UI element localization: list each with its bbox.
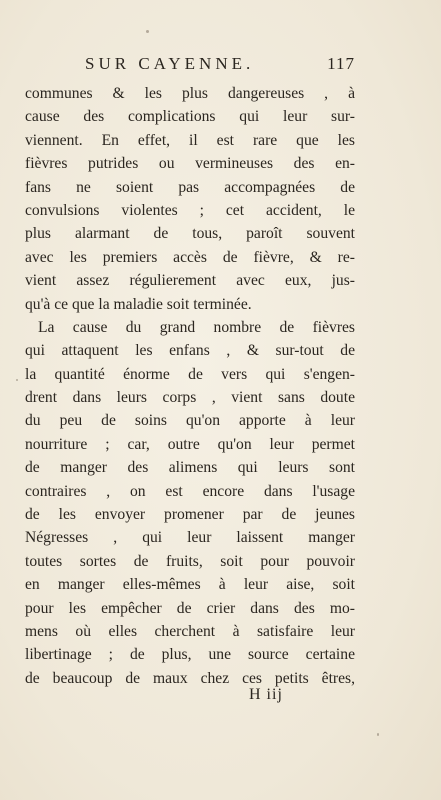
text-line: toutes sortes de fruits, soit pour pouvoir (25, 552, 355, 570)
page-number: 117 (327, 54, 355, 73)
text-line: avec les premiers accès de fièvre, & re- (25, 248, 355, 266)
body-text (25, 82, 355, 690)
text-line: du peu de soins qu'on apporte à leur (25, 412, 355, 430)
paragraph-2 (25, 316, 355, 690)
text-line: convulsions violentes ; cet accident, le (25, 201, 355, 219)
running-head: SUR CAYENNE. (85, 54, 255, 73)
text-line: viennent. En effet, il est rare que les (25, 131, 355, 149)
paragraph-1 (25, 82, 355, 316)
text-line: qu'à ce que la maladie soit terminée. (25, 295, 252, 313)
signature-mark: H iij (249, 686, 283, 703)
text-line: plus alarmant de tous, paroît souvent (25, 225, 355, 243)
paper-speck (16, 379, 18, 381)
paper-speck (146, 30, 149, 33)
text-line: libertinage ; de plus, une source certaine (25, 646, 355, 664)
text-line: drent dans leurs corps , vient sans doute (25, 389, 355, 407)
text-line: fièvres putrides ou vermineuses des en- (25, 155, 355, 173)
page-header (85, 54, 355, 78)
text-line: vient assez régulierement avec eux, jus- (25, 272, 355, 290)
text-line: de beaucoup de maux chez ces petits êtres, (25, 669, 355, 687)
text-line: qui attaquent les enfans , & sur-tout de (25, 342, 355, 360)
text-line: fans ne soient pas accompagnées de (25, 178, 355, 196)
text-line: nourriture ; car, outre qu'on leur permet (25, 435, 355, 453)
text-line: pour les empêcher de crier dans des mo- (25, 599, 355, 617)
paper-speck (377, 733, 379, 736)
text-line: cause des complications qui leur sur- (25, 108, 355, 126)
text-line: mens où elles cherchent à satisfaire leur (25, 622, 355, 640)
text-line: de manger des alimens qui leurs sont (25, 459, 355, 477)
text-line: communes & les plus dangereuses , à (25, 85, 355, 102)
text-line: contraires , on est encore dans l'usage (25, 482, 355, 500)
text-line: de les envoyer promener par de jeunes (25, 506, 355, 524)
text-line: en manger elles-mêmes à leur aise, soit (25, 576, 355, 594)
text-line: Négresses , qui leur laissent manger (25, 529, 355, 547)
text-line: La cause du grand nombre de fièvres (38, 318, 355, 336)
text-line: la quantité énorme de vers qui s'engen- (25, 365, 355, 383)
